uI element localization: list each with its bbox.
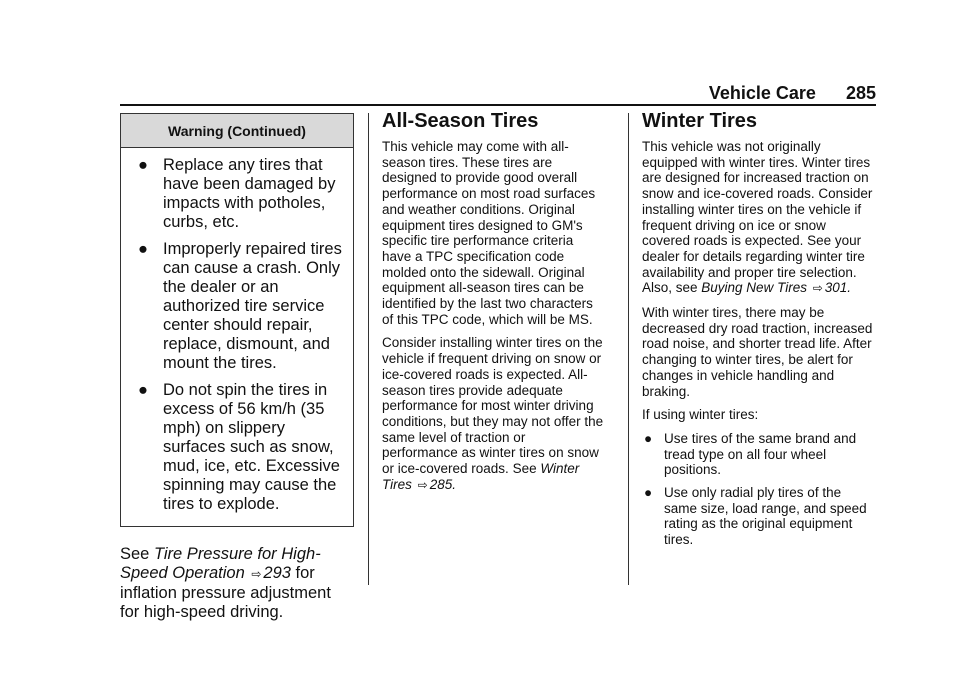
page-ref-arrow-icon: ⇨ [251, 567, 262, 581]
column-right [642, 109, 876, 555]
buying-new-tires-link[interactable]: Buying New Tires [701, 280, 807, 296]
winter-tires-link[interactable]: Winter Tires [382, 461, 580, 492]
bullet-icon: ● [644, 485, 653, 501]
warning-item-text: Do not spin the tires in excess of 56 km/h (35 mph) on slippery surfaces such as snow, mud, ice, etc. Excessive spinning may cause the tires to explode. [163, 381, 340, 513]
page-header [709, 83, 876, 104]
winter-para-1: This vehicle was not originally equipped with winter tires. Winter tires are designed for increased traction on snow and ice-covered roads. Consider installing winter tires on the vehicle if frequent driving on ice or snow covered roads is expected. See your dealer for details regarding winter tire availability and proper tire selection. Also, see Buying New Tires ⇨ 301. [642, 139, 873, 296]
page-number: 285 [845, 83, 876, 103]
see-pressure-paragraph: See Tire Pressure for High-Speed Operation ⇨ 293 for inflation pressure adjustment for high-speed driving. [120, 545, 331, 621]
winter-para-3: If using winter tires: [642, 407, 759, 423]
warning-item [131, 381, 343, 514]
all-season-heading: All-Season Tires [382, 110, 539, 132]
tire-pressure-link[interactable]: Tire Pressure for High-Speed Operation [120, 545, 321, 582]
bullet-icon: ● [138, 156, 148, 174]
header-rule [120, 104, 876, 106]
list-item-text: Use tires of the same brand and tread type on all four wheel positions. [664, 430, 857, 478]
all-season-para-1: This vehicle may come with all-season tires. These tires are designed to provide good overall performance on most road surfaces and weather conditions. Original equipment tires designed to GM's specific tire performance criteria have a TPC specification code molded onto the sidewall. Original equipment all-season tires can be identified by the last two characters of this TPC code, which will be MS. [382, 139, 596, 327]
page-ref-arrow-icon: ⇨ [417, 477, 428, 492]
warning-list [121, 148, 353, 526]
page-ref[interactable]: 301. [824, 280, 852, 296]
list-item [642, 485, 876, 548]
column-middle [382, 109, 604, 501]
warning-item [131, 156, 343, 232]
list-item [642, 431, 876, 478]
page-ref[interactable]: 285. [429, 476, 456, 492]
column-left [120, 113, 354, 622]
column-divider [368, 113, 369, 585]
winter-heading: Winter Tires [642, 110, 758, 132]
list-item-text: Use only radial ply tires of the same size, load range, and speed rating as the original equipment tires. [664, 485, 867, 548]
page-ref[interactable]: 293 [263, 564, 291, 582]
winter-para-2: With winter tires, there may be decreased dry road traction, increased road noise, and shorter tread life. After changing to winter tires, be alert for changes in vehicle handling and braking. [642, 305, 873, 399]
warning-item-text: Improperly repaired tires can cause a crash. Only the dealer or an authorized tire service center should repair, replace, dismount, and mount the tires. [163, 240, 342, 372]
warning-title: Warning (Continued) [121, 114, 353, 148]
bullet-icon: ● [138, 381, 148, 399]
bullet-icon: ● [644, 430, 653, 446]
page-ref-arrow-icon: ⇨ [812, 281, 823, 296]
column-divider [628, 113, 629, 585]
warning-item [131, 240, 343, 373]
warning-item-text: Replace any tires that have been damaged by impacts with potholes, curbs, etc. [163, 156, 336, 231]
bullet-icon: ● [138, 240, 148, 258]
all-season-para-2: Consider installing winter tires on the vehicle if frequent driving on snow or ice-covered roads is expected. All-season tires provide adequate performance for most winter driving conditions, but they may not offer the same level of traction or performance as winter tires on snow or ice-covered roads. See Winter Tires ⇨ 285. [382, 335, 604, 492]
warning-box [120, 113, 354, 527]
section-title: Vehicle Care [708, 83, 816, 103]
